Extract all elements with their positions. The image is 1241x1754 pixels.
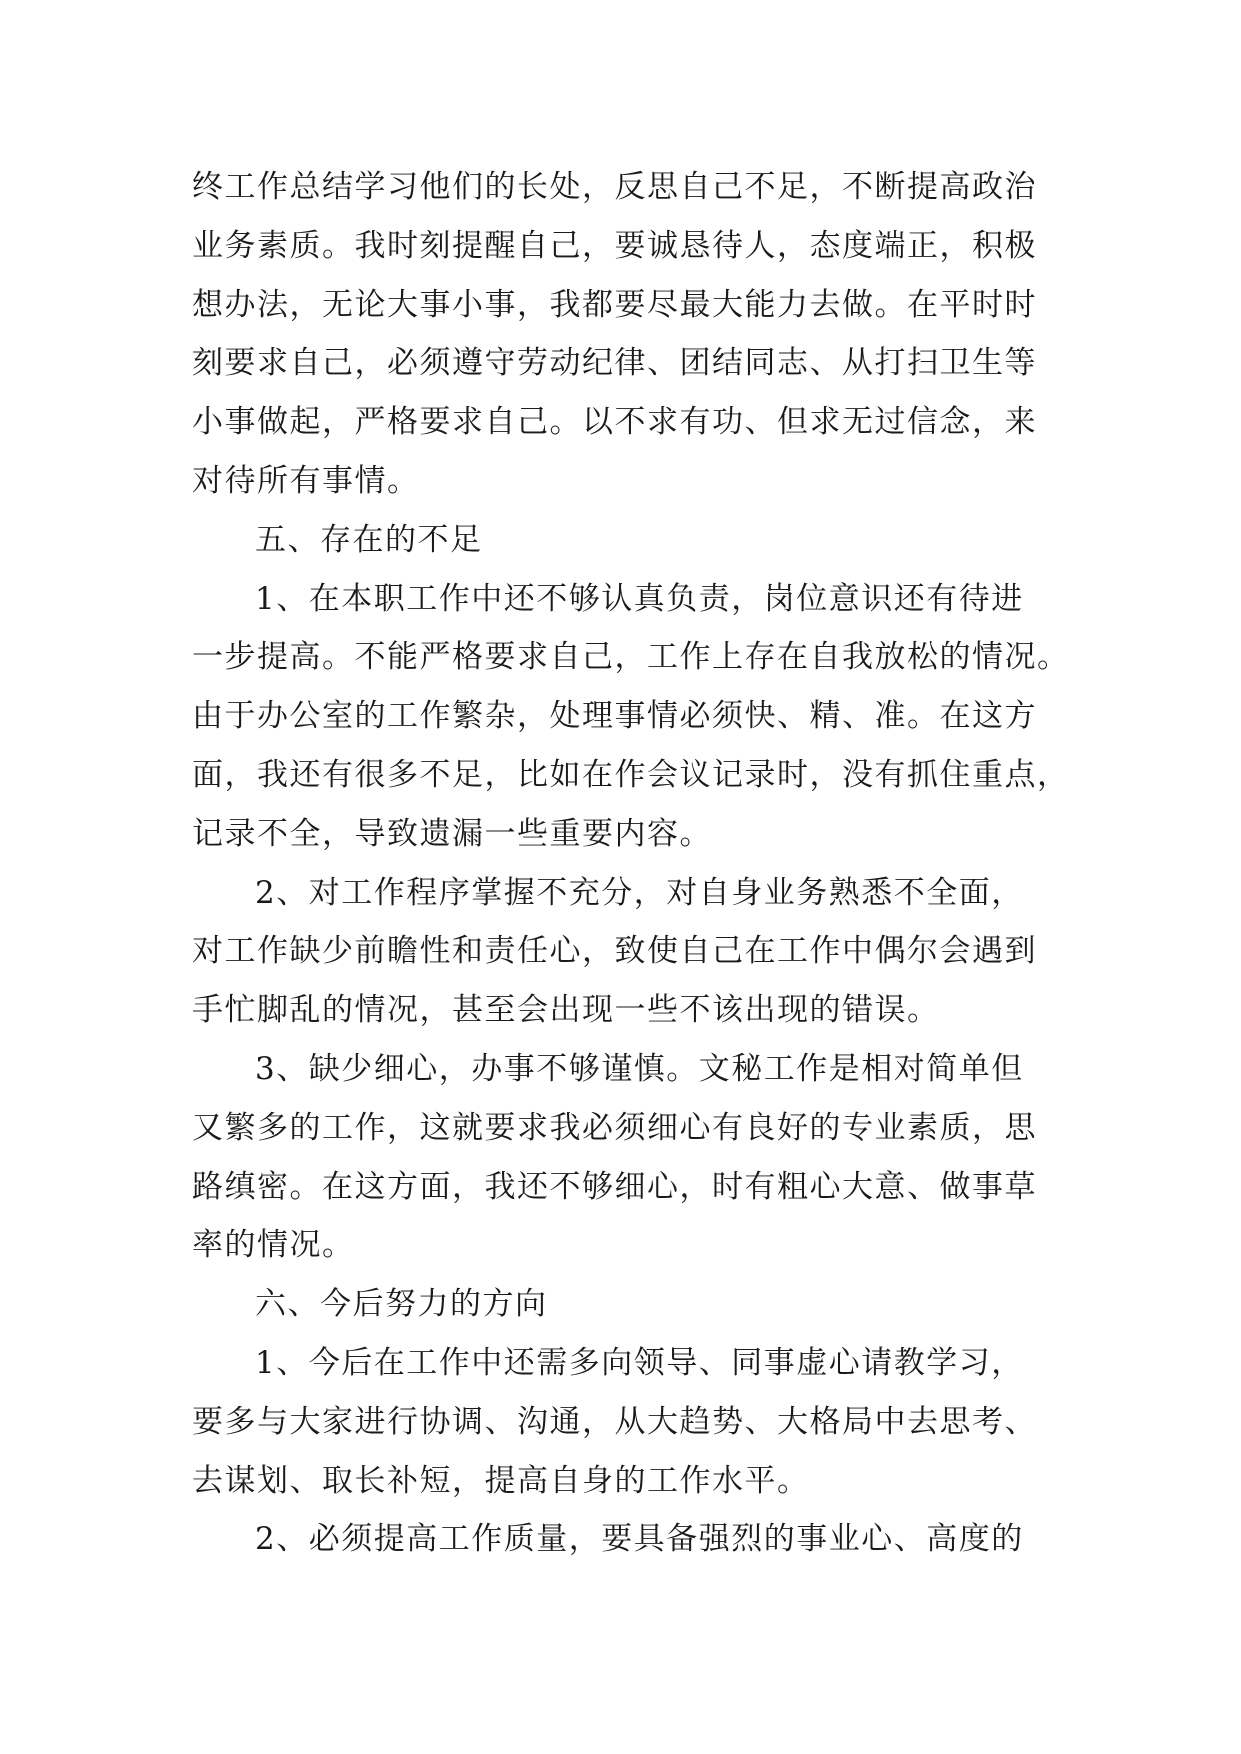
document-body — [192, 158, 1070, 1569]
text-line: 记录不全，导致遗漏一些重要内容。 — [192, 815, 712, 852]
text-line: 一步提高。不能严格要求自己，工作上存在自我放松的情况。 — [192, 639, 1070, 676]
text-line: 终工作总结学习他们的长处，反思自己不足，不断提高政治 — [192, 169, 1037, 205]
section-heading: 六、今后努力的方向 — [255, 1286, 548, 1323]
text-line: 3、缺少细心，办事不够谨慎。文秘工作是相对简单但 — [255, 1050, 1024, 1087]
text-line: 面，我还有很多不足，比如在作会议记录时，没有抓住重点， — [192, 756, 1070, 793]
text-line: 由于办公室的工作繁杂，处理事情必须快、精、准。在这方 — [192, 698, 1037, 735]
text-line: 去谋划、取长补短，提高自身的工作水平。 — [192, 1462, 810, 1499]
text-line: 对工作缺少前瞻性和责任心，致使自己在工作中偶尔会遇到 — [192, 933, 1037, 970]
text-line: 2、必须提高工作质量，要具备强烈的事业心、高度的 — [255, 1521, 1024, 1558]
text-line: 率的情况。 — [192, 1227, 355, 1264]
text-line: 想办法，无论大事小事，我都要尽最大能力去做。在平时时 — [192, 286, 1037, 323]
text-line: 路缜密。在这方面，我还不够细心，时有粗心大意、做事草 — [192, 1168, 1037, 1205]
text-line: 对待所有事情。 — [192, 462, 420, 499]
text-line: 1、今后在工作中还需多向领导、同事虚心请教学习， — [255, 1344, 1024, 1381]
text-line: 2、对工作程序掌握不充分，对自身业务熟悉不全面， — [255, 874, 1024, 911]
text-line: 要多与大家进行协调、沟通，从大趋势、大格局中去思考、 — [192, 1403, 1037, 1440]
text-line: 手忙脚乱的情况，甚至会出现一些不该出现的错误。 — [192, 992, 940, 1029]
text-line: 小事做起，严格要求自己。以不求有功、但求无过信念，来 — [192, 404, 1037, 441]
section-heading: 五、存在的不足 — [255, 521, 483, 558]
text-line: 业务素质。我时刻提醒自己，要诚恳待人，态度端正，积极 — [192, 227, 1037, 264]
text-line: 又繁多的工作，这就要求我必须细心有良好的专业素质，思 — [192, 1109, 1037, 1146]
text-line: 刻要求自己，必须遵守劳动纪律、团结同志、从打扫卫生等 — [192, 345, 1037, 382]
text-line: 1、在本职工作中还不够认真负责，岗位意识还有待进 — [255, 580, 1024, 617]
